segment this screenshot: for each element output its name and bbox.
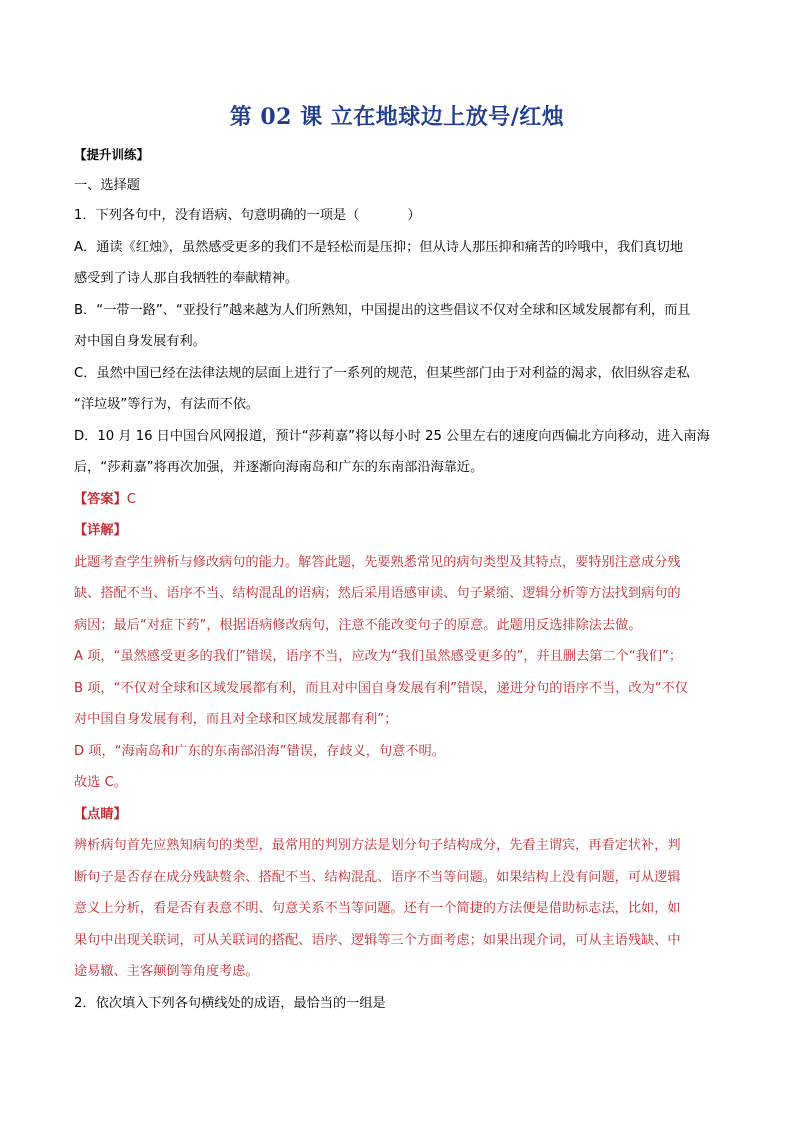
tip-line-4: 果句中出现关联词，可从关联词的搭配、语序、逻辑等三个方面考虑；如果出现介词，可从主语残缺、中 [74, 933, 681, 948]
page-title: 第 02 课 立在地球边上放号/红烛 [229, 104, 565, 130]
detail-line-3: 病因；最后“对症下药”，根据语病修改病句，注意不能改变句子的原意。此题用反选排除法去做。 [74, 618, 642, 633]
option-a-line-2: 感受到了诗人那自我牺牲的奉献精神。 [74, 271, 299, 286]
detail-option-a: A 项，“虽然感受更多的我们”错误，语序不当，应改为“我们虽然感受更多的”，并且删去第二个“我们”； [74, 649, 683, 664]
tip-line-2: 断句子是否存在成分残缺赘余、搭配不当、结构混乱、语序不当等问题。如果结构上没有问题，可从逻辑 [74, 870, 681, 885]
option-a-line-1: A．通读《红烛》，虽然感受更多的我们不是轻松而是压抑；但从诗人那压抑和痛苦的吟哦中，我们真切地 [74, 240, 684, 255]
detail-row [74, 522, 724, 540]
detail-line-1: 此题考查学生辨析与修改病句的能力。解答此题，先要熟悉常见的病句类型及其特点，要特别注意成分残 [74, 555, 681, 570]
detail-line-2: 缺、搭配不当、语序不当、结构混乱的语病；然后采用语感审读、句子紧缩、逻辑分析等方法找到病句的 [74, 586, 681, 601]
option-c-line-2: “洋垃圾”等行为，有法而不依。 [74, 397, 260, 412]
detail-option-d: D 项，“海南岛和广东的东南部沿海”错误，存歧义，句意不明。 [74, 744, 445, 759]
detail-conclusion: 故选 C。 [74, 775, 127, 790]
tip-line-1: 辨析病句首先应熟知病句的类型，最常用的判别方法是划分句子结构成分，先看主谓宾，再看定状补，判 [74, 838, 681, 853]
tip-line-5: 途易辙、主客颠倒等角度考虑。 [74, 964, 259, 979]
option-b-line-2: 对中国自身发展有利。 [74, 334, 206, 349]
option-d-line-1: D．10 月 16 日中国台风网报道，预计“莎莉嘉”将以每小时 25 公里左右的速度向西偏北方向移动，进入南海 [74, 429, 710, 444]
detail-option-b-line-1: B 项，“不仅对全球和区域发展都有利，而且对中国自身发展有利”错误，递进分句的语序不当，改为“不仅 [74, 681, 688, 696]
detail-label: 【详解】 [74, 523, 127, 538]
section-tag: 【提升训练】 [74, 147, 150, 162]
question-1-stem-close: ） [407, 208, 421, 223]
answer-value: C [126, 492, 136, 507]
option-b-line-1: B．“一带一路”、“亚投行”越来越为人们所熟知，中国提出的这些倡议不仅对全球和区域发展都有利，而且 [74, 303, 691, 318]
answer-row [74, 491, 724, 509]
detail-option-b-line-2: 对中国自身发展有利，而且对全球和区域发展都有利”； [74, 712, 398, 727]
tip-line-3: 意义上分析，看是否有表意不明、句意关系不当等问题。还有一个简捷的方法便是借助标志法，比如，如 [74, 901, 681, 916]
option-c-line-1: C．虽然中国已经在法律法规的层面上进行了一系列的规范，但某些部门由于对利益的渴求，依旧纵容走私 [74, 366, 690, 381]
answer-label: 【答案】 [74, 492, 127, 507]
section-heading: 一、选择题 [74, 178, 140, 193]
tip-label: 【点睛】 [74, 807, 127, 822]
tip-row [74, 806, 724, 824]
option-d-line-2: 后，“莎莉嘉”将再次加强，并逐渐向海南岛和广东的东南部沿海靠近。 [74, 460, 484, 475]
question-2-stem: 2．依次填入下列各句横线处的成语，最恰当的一组是 [74, 996, 386, 1011]
question-1-stem [74, 207, 724, 225]
question-1-stem-text: 1．下列各句中，没有语病、句意明确的一项是（ [74, 208, 360, 223]
